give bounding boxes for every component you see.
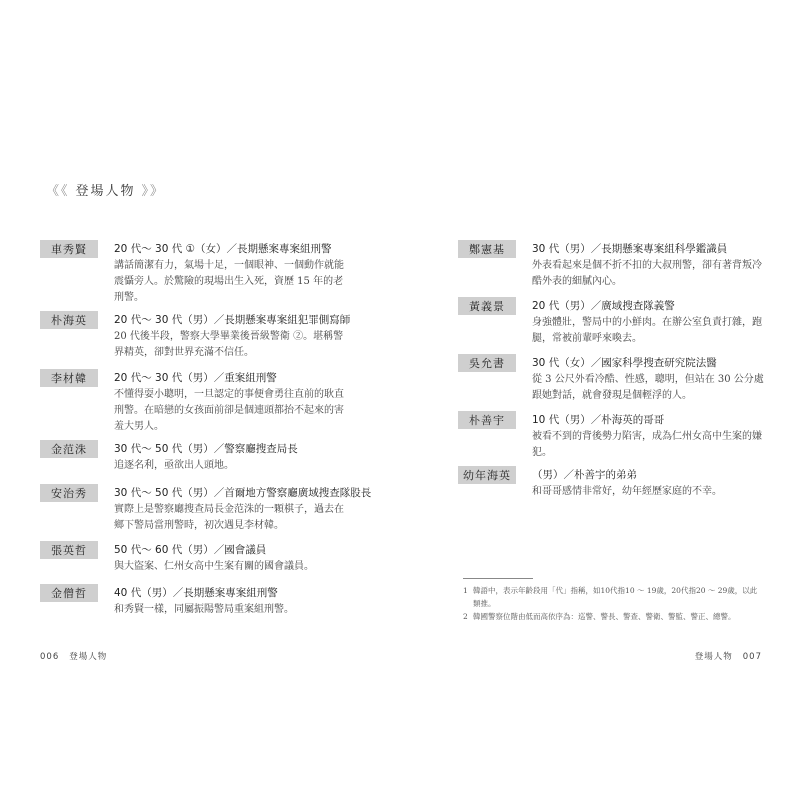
page-number: 007: [742, 652, 762, 662]
character-name: 幼年海英: [458, 466, 516, 484]
footnote-text: 韓語中，表示年齡段用「代」指稱，如10代指10 ～ 19歲，20代指20 ～ 29歲，以此類推。: [473, 586, 758, 608]
character-name: 金范洙: [40, 440, 98, 458]
character-name: 朴善宇: [458, 411, 516, 429]
footnotes: [463, 584, 763, 623]
page-footer-right: [695, 650, 762, 662]
running-title: 登場人物: [694, 652, 733, 662]
character-name: 車秀賢: [40, 240, 98, 258]
character-role: 30 代（女）／國家科學搜查研究院法醫: [532, 357, 717, 369]
character-role: 50 代～ 60 代（男）／國會議員: [114, 544, 267, 556]
page-number: 006: [40, 652, 60, 662]
footnote-divider: [463, 578, 533, 579]
character-role: 30 代（男）／長期懸案專案組科學鑑識員: [532, 243, 728, 255]
character-role: 20 代～ 30 代（男）／長期懸案專案組犯罪側寫師: [114, 314, 351, 326]
section-title: 《《 登場人物 》》: [46, 184, 166, 199]
character-desc: 被看不到的背後勢力陷害，成為仁州女高中生案的嫌犯。: [532, 431, 762, 458]
character-name: 黃義景: [458, 297, 516, 315]
page-footer-left: [40, 650, 107, 662]
character-desc: 外表看起來是個不折不扣的大叔刑警，卻有著背叛冷酷外表的細膩內心。: [532, 260, 762, 287]
character-name: 安治秀: [40, 484, 98, 502]
character-desc: 與大盜案、仁州女高中生案有關的國會議員。: [114, 561, 314, 572]
character-desc: 不懂得耍小聰明，一旦認定的事便會勇往直前的耿直刑警。在暗戀的女孩面前卻是個連頭都抬不起來的害羞大男人。: [114, 389, 344, 432]
section-title-text: 登場人物: [75, 184, 136, 199]
footnote: [463, 584, 763, 610]
character-role: 20 代～ 30 代 ①（女）／長期懸案專案組刑警: [114, 243, 332, 255]
character-role: 10 代（男）／朴海英的哥哥: [532, 414, 665, 426]
character-name: 朴海英: [40, 311, 98, 329]
character-role: 40 代（男）／長期懸案專案組刑警: [114, 587, 278, 599]
character-role: （男）／朴善宇的弟弟: [532, 469, 637, 481]
character-name: 李材韓: [40, 369, 98, 387]
character-name: 金僧哲: [40, 584, 98, 602]
footnote-number: 2: [463, 612, 468, 621]
character-desc: 講話簡潔有力，氣場十足，一個眼神、一個動作就能震懾旁人。於驚險的現場出生入死，資歷 15 年的老刑警。: [114, 260, 344, 303]
character-name: 張英哲: [40, 541, 98, 559]
footnote: [463, 610, 763, 623]
character-desc: 從 3 公尺外看冷酷、性感，聰明，但站在 30 公分處跟她對話，就會發現是個輕浮的人。: [532, 374, 764, 401]
character-desc: 身強體壯，警局中的小鮮肉。在辦公室負責打雜，跑腿，常被前輩呼來喚去。: [532, 317, 762, 344]
footnote-number: 1: [463, 586, 468, 595]
character-role: 30 代～ 50 代（男）／首爾地方警察廳廣域搜查隊股長: [114, 487, 372, 499]
character-desc: 實際上是警察廳搜查局長金范洙的一顆棋子，過去在鄉下警局當刑警時，初次遇見李材韓。: [114, 504, 344, 531]
character-desc: 和秀賢一樣，同屬振陽警局重案組刑警。: [114, 604, 294, 615]
character-name: 鄭憲基: [458, 240, 516, 258]
character-role: 30 代～ 50 代（男）／警察廳搜查局長: [114, 443, 298, 455]
character-name: 吳允書: [458, 354, 516, 372]
character-role: 20 代（男）／廣域搜查隊義警: [532, 300, 675, 312]
character-desc: 20 代後半段，警察大學畢業後晉級警衛 ②。堪稱警界精英，卻對世界充滿不信任。: [114, 331, 344, 358]
running-title: 登場人物: [69, 652, 108, 662]
character-desc: 追逐名利，亟欲出人頭地。: [114, 460, 234, 471]
character-desc: 和哥哥感情非常好，幼年經歷家庭的不幸。: [532, 486, 722, 497]
character-role: 20 代～ 30 代（男）／重案組刑警: [114, 372, 277, 384]
footnote-text: 韓國警察位階由低而高依序為：巡警、警長、警查、警衛、警監、警正、總警。: [473, 612, 736, 621]
